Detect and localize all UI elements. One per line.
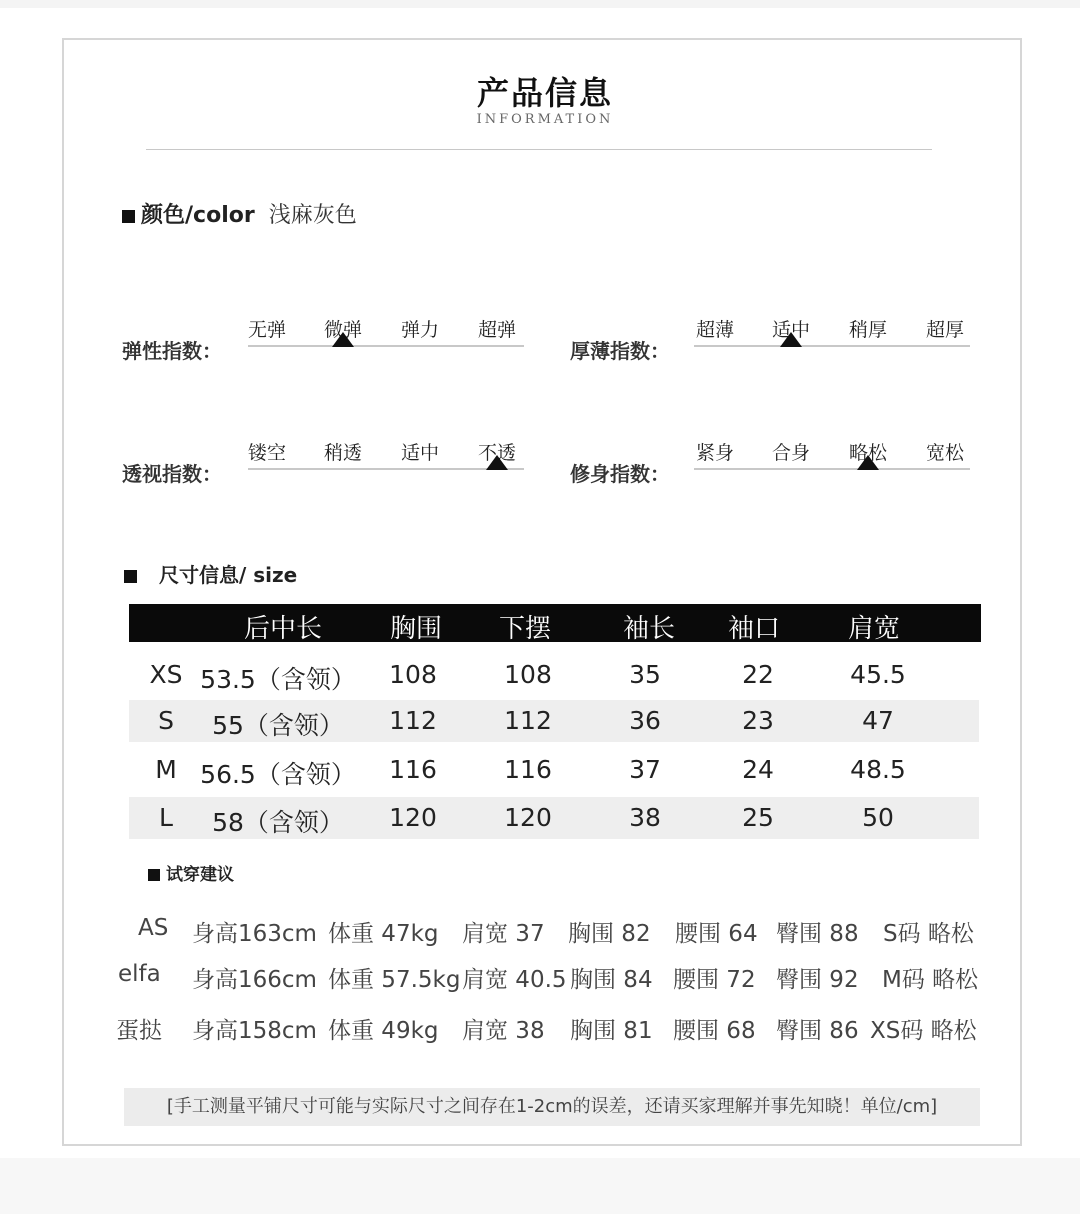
fit-cell: 臀围 92 [776, 967, 859, 993]
fit-cell: M码 略松 [882, 967, 979, 993]
table-cell: 120 [389, 803, 437, 832]
table-cell: 55（含领） [212, 711, 344, 740]
table-cell: 112 [504, 706, 552, 735]
table-row [129, 654, 979, 696]
table-row [129, 797, 979, 839]
measurement-note: [手工测量平铺尺寸可能与实际尺寸之间存在1-2cm的误差，还请买家理解并事先知晓！单位/cm] [124, 1088, 980, 1126]
triangle-marker-icon [332, 332, 354, 347]
index-scale-line [248, 345, 524, 347]
page-title: 产品信息 [476, 74, 613, 112]
index-option: 弹力 [401, 319, 440, 341]
fit-cell: 腰围 64 [675, 921, 758, 947]
fit-cell: 胸围 81 [570, 1018, 653, 1044]
fit-cell: 身高163cm [192, 921, 317, 947]
index-option: 超弹 [478, 319, 517, 341]
top-band [0, 0, 1080, 8]
color-value: 浅麻灰色 [268, 203, 357, 228]
index-option: 不透 [478, 442, 517, 464]
table-row [129, 700, 979, 742]
column-header: 袖口 [727, 614, 781, 644]
index-name: 厚薄指数： [570, 339, 670, 363]
table-cell: 37 [629, 755, 661, 784]
index-option: 稍透 [324, 442, 363, 464]
table-cell: XS [149, 660, 183, 689]
column-header: 袖长 [622, 614, 676, 644]
fit-cell: 身高166cm [192, 967, 317, 993]
index-option: 宽松 [926, 442, 965, 464]
index-option: 无弹 [248, 319, 287, 341]
index-fit [570, 438, 980, 488]
fit-row [0, 915, 1080, 949]
fit-section-heading: 试穿建议 [148, 860, 234, 885]
table-cell: 35 [629, 660, 661, 689]
fit-cell: 臀围 88 [776, 921, 859, 947]
table-cell: 48.5 [850, 755, 906, 784]
table-cell: S [158, 706, 174, 735]
index-transparency [122, 438, 532, 488]
index-elasticity [122, 315, 532, 365]
index-option: 适中 [772, 319, 811, 341]
index-thickness [570, 315, 980, 365]
size-section-heading: 尺寸信息/ size [124, 559, 297, 588]
table-cell: 120 [504, 803, 552, 832]
index-name: 修身指数： [570, 462, 670, 486]
column-header: 下摆 [498, 614, 552, 644]
index-option: 微弹 [324, 319, 363, 341]
table-cell: 53.5（含领） [200, 665, 356, 694]
square-bullet-icon [124, 570, 137, 583]
table-cell: L [159, 803, 173, 832]
table-row [129, 749, 979, 791]
table-cell: 23 [742, 706, 774, 735]
fit-cell: S码 略松 [883, 921, 974, 947]
color-row [122, 198, 357, 229]
table-cell: 36 [629, 706, 661, 735]
table-cell: 47 [862, 706, 894, 735]
color-label: 颜色/color [141, 203, 255, 228]
column-header: 胸围 [389, 614, 443, 644]
fit-cell: 肩宽 40.5 [462, 967, 567, 993]
index-option: 稍厚 [849, 319, 888, 341]
triangle-marker-icon [857, 455, 879, 470]
page-subtitle: INFORMATION [476, 112, 614, 127]
triangle-marker-icon [780, 332, 802, 347]
index-option: 镂空 [248, 442, 287, 464]
square-bullet-icon [148, 869, 160, 881]
fit-cell: 体重 47kg [328, 921, 439, 947]
fit-cell: 蛋挞 [116, 1018, 162, 1044]
index-name: 弹性指数： [122, 339, 222, 363]
index-scale-line [248, 468, 524, 470]
table-cell: 116 [504, 755, 552, 784]
fit-cell: 肩宽 38 [462, 1018, 545, 1044]
index-name: 透视指数： [122, 462, 222, 486]
fit-row [0, 1012, 1080, 1046]
fit-cell: 腰围 68 [673, 1018, 756, 1044]
fit-cell: 腰围 72 [673, 967, 756, 993]
fit-cell: 胸围 84 [570, 967, 653, 993]
index-option: 略松 [849, 442, 888, 464]
table-cell: 50 [862, 803, 894, 832]
table-cell: M [155, 755, 177, 784]
table-cell: 24 [742, 755, 774, 784]
table-cell: 108 [504, 660, 552, 689]
fit-row [0, 961, 1080, 995]
fit-cell: 身高158cm [192, 1018, 317, 1044]
table-cell: 58（含领） [212, 808, 344, 837]
table-cell: 116 [389, 755, 437, 784]
index-option: 适中 [401, 442, 440, 464]
table-cell: 22 [742, 660, 774, 689]
fit-cell: 肩宽 37 [462, 921, 545, 947]
fit-cell: 体重 57.5kg [328, 967, 461, 993]
column-header: 后中长 [243, 614, 323, 644]
triangle-marker-icon [486, 455, 508, 470]
size-table-header [129, 604, 981, 642]
square-bullet-icon [122, 210, 135, 223]
index-option: 合身 [772, 442, 811, 464]
index-scale-line [694, 468, 970, 470]
table-cell: 56.5（含领） [200, 760, 356, 789]
index-option: 超薄 [696, 319, 735, 341]
column-header: 肩宽 [847, 614, 901, 644]
table-cell: 112 [389, 706, 437, 735]
table-cell: 45.5 [850, 660, 906, 689]
fit-cell: 体重 49kg [328, 1018, 439, 1044]
fit-cell: 胸围 82 [568, 921, 651, 947]
fit-cell: AS [138, 915, 169, 941]
table-cell: 108 [389, 660, 437, 689]
fit-cell: elfa [118, 961, 161, 987]
bottom-band [0, 1158, 1080, 1214]
index-scale-line [694, 345, 970, 347]
fit-cell: XS码 略松 [870, 1018, 977, 1044]
title-divider [146, 149, 932, 150]
table-cell: 38 [629, 803, 661, 832]
index-option: 紧身 [696, 442, 735, 464]
table-cell: 25 [742, 803, 774, 832]
fit-cell: 臀围 86 [776, 1018, 859, 1044]
index-option: 超厚 [926, 319, 965, 341]
